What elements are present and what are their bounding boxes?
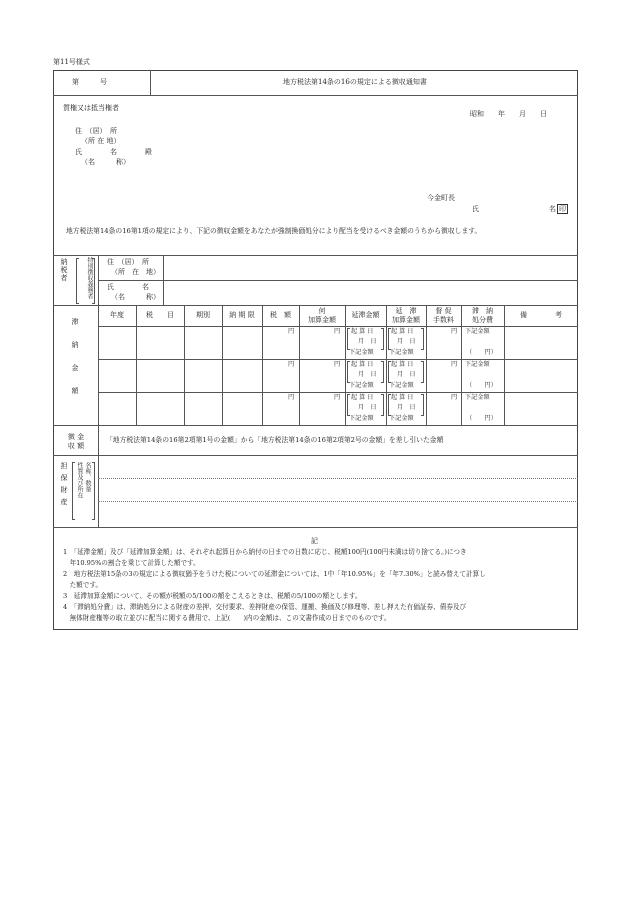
note-line-5: 3 延滞加算金額について、その額が税額の5/100の額をこえるときは、税額の5/100の額とします。 — [63, 592, 362, 600]
row2-disp-paren: （ 円） — [466, 382, 497, 389]
row2-late-monthday: 月 日 — [358, 371, 377, 378]
row1-disp-below: 下記金額 — [465, 328, 490, 335]
row3-lateadd-below: 下記金額 — [389, 415, 414, 422]
row3-late-monthday: 月 日 — [358, 404, 377, 411]
row2-demand-yen: 円 — [451, 361, 458, 368]
row3-demand-yen: 円 — [451, 394, 458, 401]
col-header-demand-fee: 督 促 手数料 — [433, 307, 454, 324]
row1-lateadd-monthday: 月 日 — [397, 338, 416, 345]
row1-tax-yen: 円 — [288, 328, 295, 335]
row1-disp-paren: （ 円） — [466, 349, 497, 356]
row1-demand-yen: 円 — [451, 328, 458, 335]
col-header-late-additional: 延 滞 加算金額 — [392, 307, 420, 324]
seal-mark: 印 — [559, 205, 566, 213]
col-header-tax-amount: 税 額 — [270, 311, 291, 319]
row2-tax-yen: 円 — [288, 361, 295, 368]
col-header-remarks: 備 考 — [520, 311, 562, 319]
addressee-role: 質権又は抵当権者 — [63, 104, 119, 112]
row3-lateadd-monthday: 月 日 — [397, 404, 416, 411]
col-header-due-date: 納 期 限 — [229, 311, 255, 319]
row2-disp-below: 下記金額 — [465, 361, 490, 368]
row2-lateadd-below: 下記金額 — [389, 382, 414, 389]
col-header-year: 年度 — [110, 311, 124, 319]
taxpayer-address-sub: （所 在 地） — [111, 268, 160, 276]
col-header-period: 期別 — [196, 311, 210, 319]
row2-lateadd-start: 起 算 日 — [391, 361, 414, 368]
note-line-3: 2 地方税法第15条の3の規定による徴収猶予をうけた税についての延滞金については、1中「年10.95%」を「年7.30%」と読み替えて計算し — [63, 570, 486, 578]
note-line-2: 年10.95%の割合を乗じて計算した額です。 — [63, 559, 200, 567]
col-header-late-fee: 延滞金額 — [351, 311, 380, 319]
collateral-sub-label: 名称、数量 性質及び所在 — [76, 462, 91, 498]
row2-late-start: 起 算 日 — [351, 361, 374, 368]
issue-date: 昭和 年 月 日 — [470, 110, 547, 118]
row3-disp-below: 下記金額 — [465, 394, 490, 401]
taxpayer-address-label: 住 （居） 所 — [107, 258, 149, 266]
row3-disp-paren: （ 円） — [466, 415, 497, 422]
issuer-name-label: 氏 名 — [472, 205, 556, 213]
row2-additional-yen: 円 — [334, 361, 341, 368]
note-line-1: 1 「延滞金額」及び「延滞加算金額」は、それぞれ起算日から納付の日までの日数に応じ、税額100円(100円未満は切り捨てる。)につき — [63, 548, 467, 556]
row1-lateadd-start: 起 算 日 — [391, 328, 414, 335]
note-line-6: 4 「滞納処分費」は、滞納処分による財産の差押、交付要求、差押財産の保管、運搬、換価及び修理等、差し押えた有価証券、債券及び — [63, 603, 467, 611]
row3-additional-yen: 円 — [334, 394, 341, 401]
address-label: 住 （居） 所 — [75, 127, 117, 135]
issuer-office: 今金町長 — [427, 194, 455, 202]
address-sub-label: （所 在 地） — [81, 137, 121, 145]
intro-text: 地方税法第14条の16第1項の規定により、下記の徴収金額をあなたが強制換価処分により配当を受けるべき金額のうちから徴収します。 — [66, 227, 482, 235]
delinquent-side-label: 滞納金額 — [71, 318, 79, 410]
row1-late-monthday: 月 日 — [358, 338, 377, 345]
taxpayer-name-sub: （名 称） — [111, 293, 160, 301]
note-line-4: た額です。 — [63, 581, 103, 589]
document-title: 地方税法第14条の16の規定による徴収通知書 — [283, 78, 427, 86]
row3-late-below: 下記金額 — [349, 415, 374, 422]
row2-lateadd-monthday: 月 日 — [397, 371, 416, 378]
notes-heading: 記 — [311, 537, 318, 545]
col-header-tax-item: 税 目 — [146, 311, 174, 319]
taxpayer-name-label: 氏 名 — [107, 283, 149, 291]
form-number: 第11号様式 — [53, 58, 90, 66]
collection-label: 徴 金 収 額 — [67, 433, 85, 450]
row1-late-start: 起 算 日 — [351, 328, 374, 335]
row3-tax-yen: 円 — [288, 394, 295, 401]
row1-additional-yen: 円 — [334, 328, 341, 335]
taxpayer-side-label: 納税者 — [60, 258, 68, 282]
name-label: 氏 名 殿 — [75, 148, 152, 156]
collection-text: 「地方税法第14条の16第2項第1号の金額」から「地方税法第14条の16第2項第2号の金額」を差し引いた金額 — [106, 436, 444, 444]
note-line-7: 無体財産権等の取立並びに配当に関する費用で、上記( )内の金額は、この文書作成の日までのものです。 — [63, 614, 391, 622]
row1-lateadd-below: 下記金額 — [389, 349, 414, 356]
col-header-additional: 何 加算金額 — [308, 307, 336, 324]
taxpayer-kind-label: 特別徴収義務者 — [86, 257, 93, 299]
collateral-side-label: 担保財産 — [60, 462, 68, 510]
row3-late-start: 起 算 日 — [351, 394, 374, 401]
name-sub-label: （名 称） — [81, 158, 130, 166]
col-header-disposition-cost: 滞 納 処分費 — [472, 307, 493, 324]
row2-late-below: 下記金額 — [349, 382, 374, 389]
row3-lateadd-start: 起 算 日 — [391, 394, 414, 401]
row1-late-below: 下記金額 — [349, 349, 374, 356]
notice-number-label: 第 号 — [72, 78, 107, 86]
